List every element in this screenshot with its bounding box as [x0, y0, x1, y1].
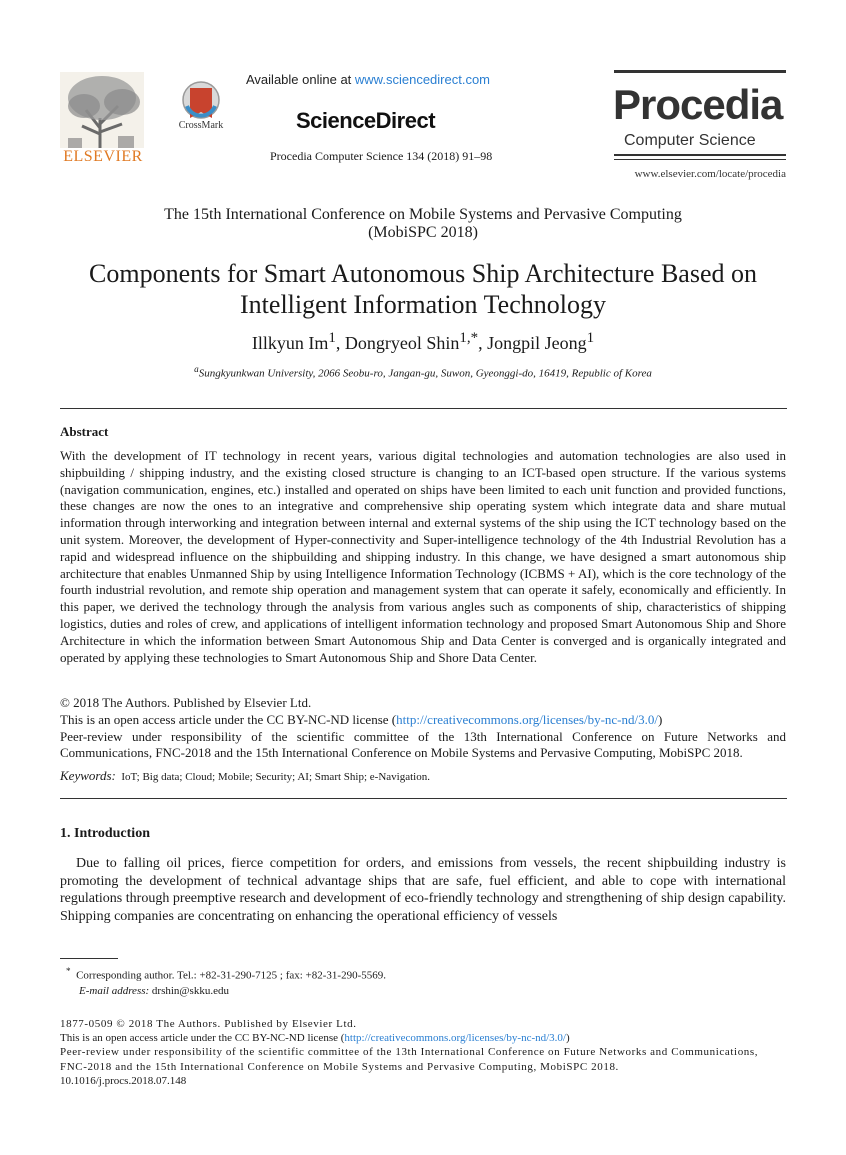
footnote-marker: * — [66, 966, 71, 976]
section-divider — [60, 798, 787, 799]
author-affil-mark: 1,* — [459, 330, 479, 346]
corresponding-author-line — [66, 964, 786, 984]
conference-name — [60, 206, 786, 242]
author-affil-mark: 1 — [586, 330, 595, 346]
affiliation-mark: a — [194, 364, 199, 374]
peer-review-line: Peer-review under responsibility of the scientific committee of the 13th International Conference on Future Networks and Communications, FNC-2018 and the 15th International Conference on Mobile Systems and Pervasive Computing, MobiSPC 2018. — [60, 728, 786, 761]
available-online-line — [246, 72, 576, 87]
email-label: E-mail address: — [79, 984, 150, 997]
email-line — [66, 984, 786, 999]
conference-line: (MobiSPC 2018) — [368, 224, 478, 241]
copyright-line: © 2018 The Authors. Published by Elsevier Ltd. — [60, 695, 312, 710]
journal-reference: Procedia Computer Science 134 (2018) 91–98 — [270, 149, 493, 163]
email-address[interactable]: drshin@skku.edu — [151, 984, 229, 997]
crossmark-label: CrossMark — [178, 120, 224, 131]
author-name: Illkyun Im — [251, 333, 329, 353]
footer-license-prefix: This is an open access article under the CC BY-NC-ND license ( — [60, 1032, 345, 1045]
license-prefix: This is an open access article under the CC BY-NC-ND license ( — [60, 711, 397, 727]
footer-license-link[interactable]: http://creativecommons.org/licenses/by-nc-nd/3.0/ — [344, 1032, 566, 1045]
keywords-label: Keywords: — [60, 768, 116, 783]
procedia-rule — [614, 159, 786, 160]
abstract-heading: Abstract — [60, 424, 109, 439]
author-name: Jongpil Jeong — [487, 333, 587, 353]
conference-line: The 15th International Conference on Mobile Systems and Pervasive Computing — [164, 206, 682, 223]
procedia-url[interactable]: www.elsevier.com/locate/procedia — [634, 168, 786, 180]
keywords-line — [60, 768, 786, 784]
license-line — [60, 712, 786, 729]
keywords-list: IoT; Big data; Cloud; Mobile; Security; AI; Smart Ship; e-Navigation. — [121, 771, 430, 783]
footer-peer-review: Peer-review under responsibility of the scientific committee of the 13th International Conference on Future Networks and Communications, FNC-2018 and the 15th International Conference on Mobile Systems and Pervasive Computing, MobiSPC 2018. — [60, 1046, 759, 1073]
copyright-block — [60, 695, 786, 762]
section-divider — [60, 408, 787, 409]
procedia-wordmark: Procedia — [613, 81, 783, 128]
footer-license-line — [60, 1031, 787, 1045]
issn-line: 1877-0509 © 2018 The Authors. Published by Elsevier Ltd. — [60, 1018, 357, 1030]
title-line: Intelligent Information Technology — [240, 290, 606, 319]
section-heading-introduction: 1. Introduction — [60, 826, 150, 841]
footer-license-suffix: ) — [566, 1032, 570, 1045]
author-affil-mark: 1 — [328, 330, 336, 346]
corresponding-author-text: Corresponding author. Tel.: +82-31-290-7125 ; fax: +82-31-290-5569. — [76, 969, 386, 982]
footnote — [66, 964, 786, 999]
author-separator: , — [478, 333, 488, 353]
sciencedirect-wordmark: ScienceDirect — [296, 108, 436, 133]
abstract-text: With the development of IT technology in recent years, various digital technologies and automation technologies are also used in shipbuilding / shipping industry, and the existing closed structure is changing to an ICT-based open structure. If the various systems (navigation communication, engines, etc.) installed and operated on ships have been limited to each unit function and provided functions, these changes are now the ones to an integrative and comprehensive ship operating system which integrate data and share mutual information through interworking and integration between internal and external systems of the ship using the ICT technology based on the unit system. Moreover, the development of Hyper-connectivity and Super-intelligence technology of the 4th Industrial Revolution has a rapid and widespread influence on the shipbuilding and shipping industry. In this change, we have designed a smart autonomous ship architecture that enables Unmanned Ship by using Intelligence Information Technology (ICBMS + AI), which is the core technology of the fourth industrial revolution, and remote ship operation and management system that can operate it safely, economically and efficiently. In this paper, we derived the technology through the analysis from various angles such as components of ship, characteristics of shipping logistics, duties and roles of crew, and applications of intelligent information technology and proposed Smart Autonomous Ship and Shore Architecture in which the information between Smart Autonomous Ship and Data Center is converged and is organically integrated and operated by applying these technologies to Smart Autonomous Ship and Shore Data Center. — [60, 448, 786, 665]
page-footer — [60, 1017, 787, 1088]
sciencedirect-link[interactable]: www.sciencedirect.com — [354, 72, 491, 87]
paper-title — [60, 258, 786, 320]
license-suffix: ) — [657, 711, 663, 727]
procedia-rule — [614, 154, 786, 156]
license-link[interactable]: http://creativecommons.org/licenses/by-nc-nd/3.0/ — [396, 711, 658, 727]
author-separator: , — [335, 333, 345, 353]
procedia-subtitle: Computer Science — [624, 132, 756, 149]
affiliation — [60, 364, 786, 380]
title-line: Components for Smart Autonomous Ship Architecture Based on — [89, 259, 757, 288]
author-list — [60, 330, 786, 354]
author-name: Dongryeol Shin — [344, 333, 460, 353]
elsevier-wordmark: ELSEVIER — [63, 148, 143, 165]
introduction-text: Due to falling oil prices, fierce competition for orders, and emissions from vessels, the recent shipbuilding industry is promoting the development of technical advantage ships that are safe, fuel efficient, and able to cope with international regulations through preemptive research and development of eco-friendly technology and strengthening of ship design capability. Shipping companies are concentrating on enhancing the operational efficiency of vessels — [60, 856, 786, 924]
doi-line[interactable]: 10.1016/j.procs.2018.07.148 — [60, 1074, 187, 1087]
procedia-top-rule — [614, 70, 786, 73]
footnote-rule — [60, 958, 118, 959]
affiliation-text: Sungkyunkwan University, 2066 Seobu-ro, Jangan-gu, Suwon, Gyeonggi-do, 16419, Republic of Korea — [198, 367, 652, 380]
available-prefix: Available online at — [246, 72, 355, 87]
